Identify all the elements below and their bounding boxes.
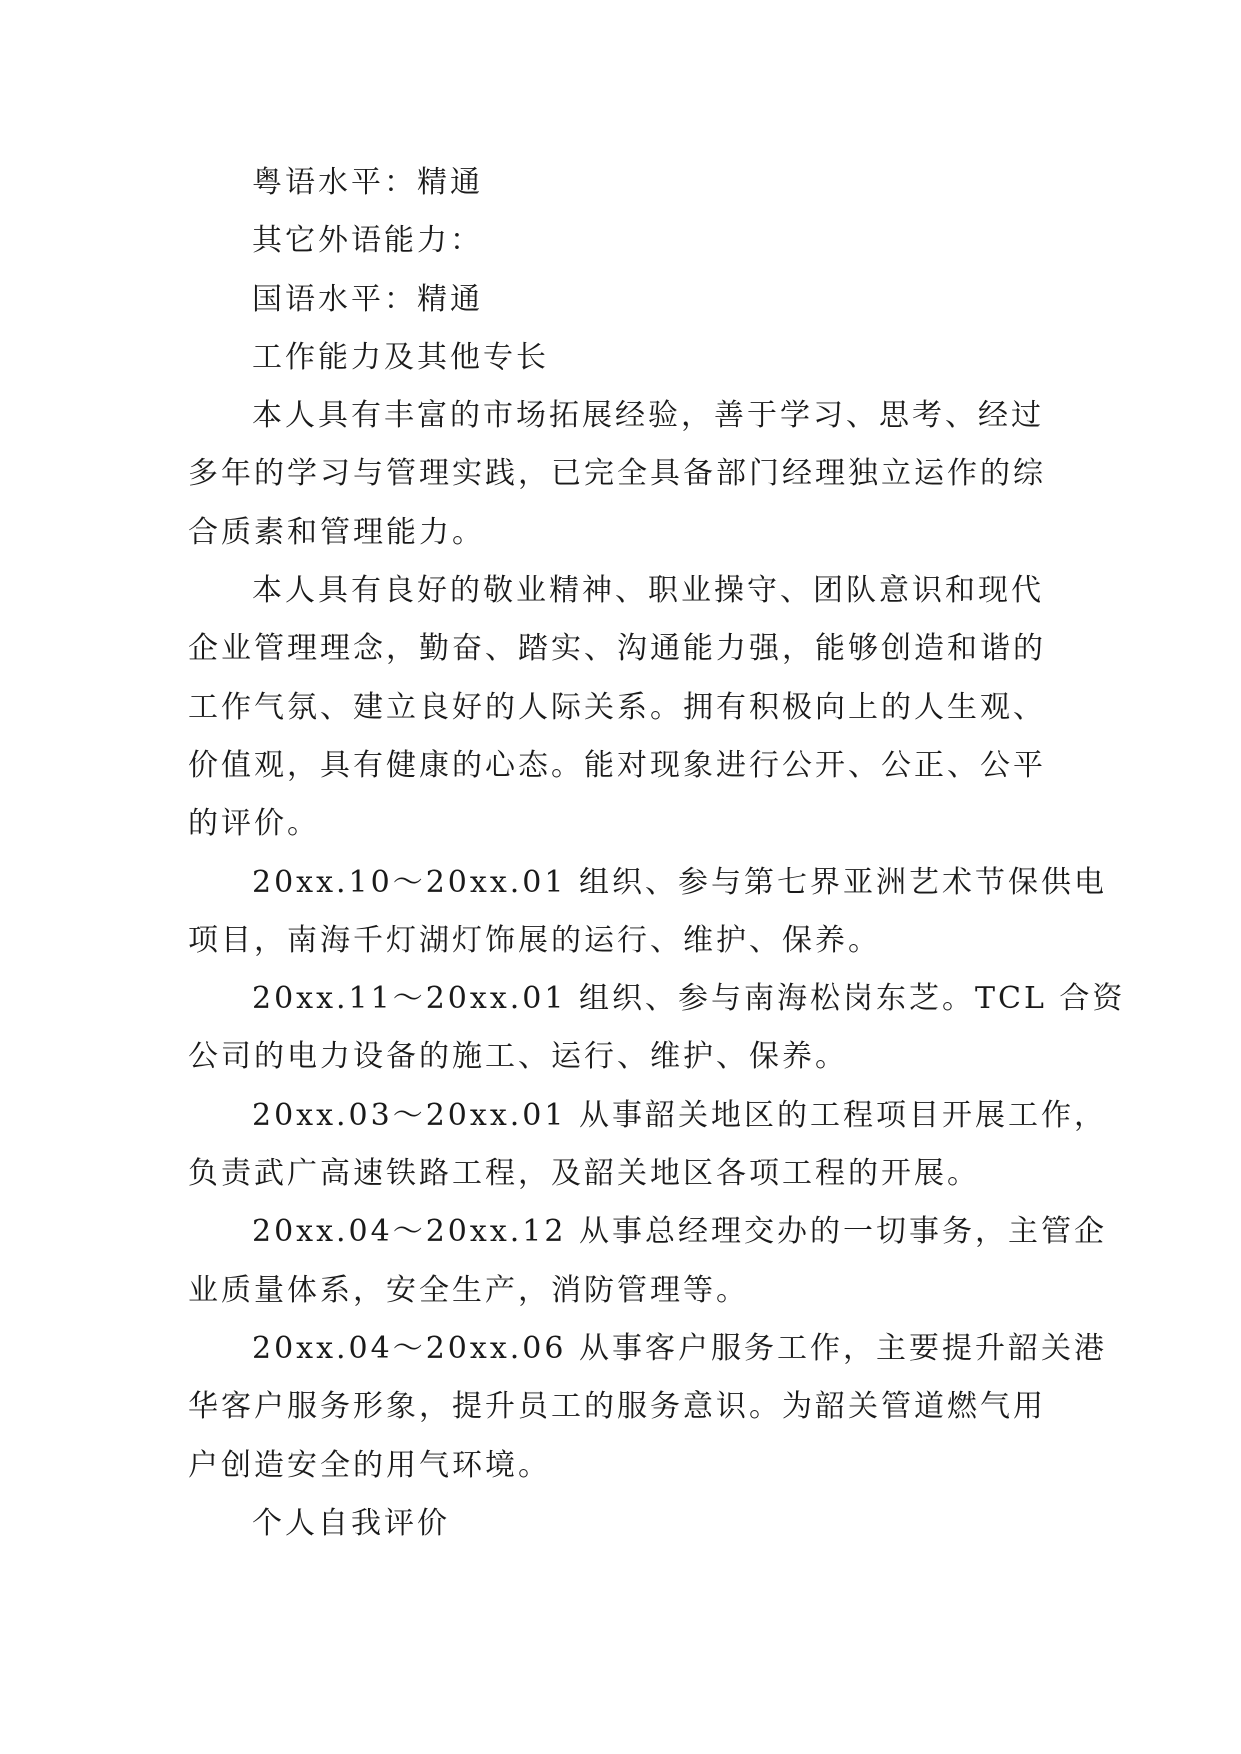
experience-line: 户创造安全的用气环境。 [188, 1447, 551, 1483]
paragraph-line: 本人具有良好的敬业精神、职业操守、团队意识和现代 [252, 573, 1044, 609]
experience-line: 20xx.11～20xx.01 组织、参与南海松岗东芝。TCL 合资 [252, 981, 1126, 1017]
paragraph-line: 企业管理理念，勤奋、踏实、沟通能力强，能够创造和谐的 [188, 631, 1046, 667]
other-language-line: 其它外语能力： [252, 223, 483, 259]
paragraph-line: 多年的学习与管理实践，已完全具备部门经理独立运作的综 [188, 456, 1046, 492]
cantonese-level-line: 粤语水平：精通 [252, 165, 483, 200]
mandarin-level-line: 国语水平：精通 [252, 281, 483, 317]
experience-line: 20xx.04～20xx.06 从事客户服务工作，主要提升韶关港 [252, 1330, 1107, 1366]
paragraph-line: 合质素和管理能力。 [188, 514, 485, 550]
experience-line: 20xx.10～20xx.01 组织、参与第七界亚洲艺术节保供电 [252, 864, 1107, 900]
paragraph-line: 工作气氛、建立良好的人际关系。拥有积极向上的人生观、 [188, 689, 1046, 725]
experience-line: 公司的电力设备的施工、运行、维护、保养。 [188, 1039, 848, 1075]
document-body [188, 154, 1126, 1553]
paragraph-line: 价值观，具有健康的心态。能对现象进行公开、公正、公平 [188, 747, 1046, 783]
section-heading-skills: 工作能力及其他专长 [252, 339, 549, 375]
experience-line: 项目，南海千灯湖灯饰展的运行、维护、保养。 [188, 922, 881, 958]
experience-line: 华客户服务形象，提升员工的服务意识。为韶关管道燃气用 [188, 1389, 1046, 1425]
experience-line: 20xx.04～20xx.12 从事总经理交办的一切事务，主管企 [252, 1214, 1107, 1250]
section-heading-self-evaluation: 个人自我评价 [252, 1505, 450, 1541]
experience-line: 业质量体系，安全生产，消防管理等。 [188, 1272, 749, 1308]
paragraph-line: 本人具有丰富的市场拓展经验，善于学习、思考、经过 [252, 398, 1044, 434]
experience-line: 20xx.03～20xx.01 从事韶关地区的工程项目开展工作， [252, 1097, 1107, 1133]
experience-line: 负责武广高速铁路工程，及韶关地区各项工程的开展。 [188, 1156, 980, 1192]
paragraph-line: 的评价。 [188, 806, 320, 842]
